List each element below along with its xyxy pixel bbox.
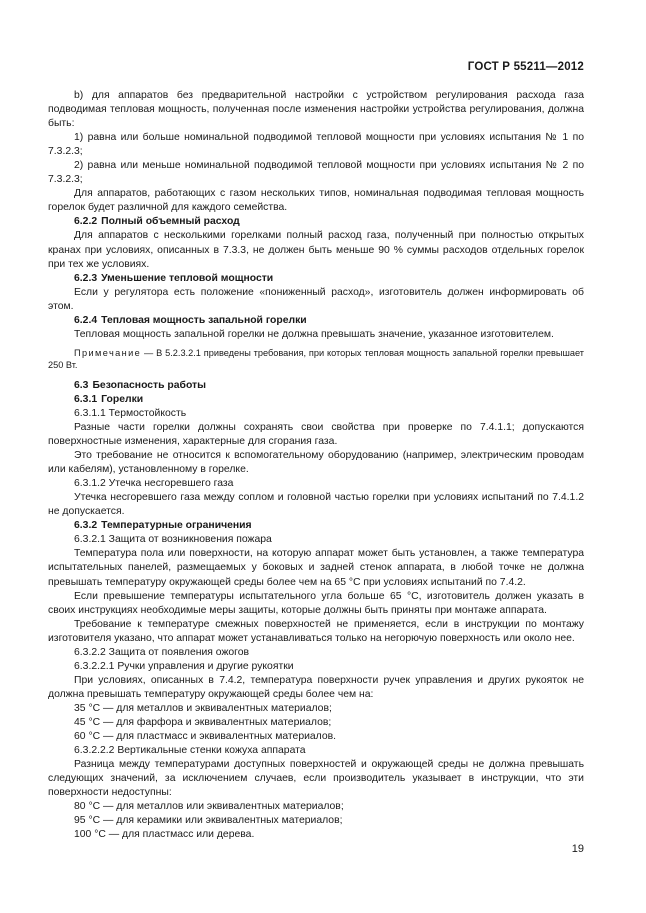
section-heading — [48, 314, 584, 328]
section-title: Безопасность работы — [92, 379, 207, 391]
paragraph: Утечка несгоревшего газа между соплом и головной частью горелки при условиях испытаний по 7.4.1.2 не допускается. — [48, 492, 584, 518]
text-line: 6.3.1.1 Термостойкость — [74, 407, 187, 419]
section-number: 6.3 — [74, 379, 89, 391]
text-line: 100 °С — для пластмасс или дерева. — [74, 829, 255, 841]
section-title: Уменьшение тепловой мощности — [101, 272, 274, 284]
paragraph: 1) равна или больше номинальной подводимой тепловой мощности при условиях испытания № 1 по 7.3.2.3; — [48, 132, 584, 158]
note-label: Примечание — [74, 347, 142, 358]
section-heading — [48, 379, 584, 393]
text-line: 35 °С — для металлов и эквивалентных материалов; — [74, 702, 332, 714]
text-line: 95 °С — для керамики или эквивалентных материалов; — [74, 815, 343, 827]
page-number: 19 — [571, 843, 584, 855]
section-title: Температурные ограничения — [101, 520, 252, 532]
text-line: 6.3.2.2.2 Вертикальные стенки кожуха аппарата — [74, 745, 306, 757]
text-line: 60 °С — для пластмасс и эквивалентных материалов. — [74, 731, 337, 743]
section-title: Горелки — [101, 393, 144, 405]
section-heading — [48, 519, 584, 533]
paragraph: Если у регулятора есть положение «пониженный расход», изготовитель должен информировать об этом. — [48, 286, 584, 312]
paragraph: 2) равна или меньше номинальной подводимой тепловой мощности при условиях испытания № 2 по 7.3.2.3; — [48, 160, 584, 186]
note — [48, 347, 584, 372]
paragraph: Если превышение температуры испытательного угла больше 65 °С, изготовитель должен указать в своих инструкциях необходимые меры защиты, которые должны быть приняты при монтаже аппарата. — [48, 590, 584, 616]
text-line: 6.3.2.1 Защита от возникновения пожара — [74, 534, 272, 546]
section-heading — [48, 393, 584, 407]
section-number: 6.3.1 — [74, 393, 98, 405]
paragraph: Разные части горелки должны сохранять свои свойства при проверке по 7.4.1.1; допускаются поверхностные изменения, характерные для сгорания газа. — [48, 421, 584, 448]
paragraph: Разница между температурами доступных поверхностей и окружающей среды не должна превышать следующих значений, за исключением случаев, если производитель указывает в инструкции, что эти поверхности недоступны: — [48, 759, 584, 799]
paragraph: Тепловая мощность запальной горелки не должна превышать значение, указанное изготовителем. — [74, 328, 554, 340]
section-number: 6.3.2 — [74, 520, 98, 532]
section-title: Полный объемный расход — [101, 216, 240, 228]
section-heading — [48, 272, 584, 286]
paragraph: Для аппаратов с несколькими горелками полный расход газа, полученный при полностью открытых кранах при условиях, описанных в 7.3.3, не должен быть меньше 90 % суммы расходов отдельных горелок при тех же условиях. — [48, 230, 584, 270]
section-number: 6.2.4 — [74, 314, 98, 326]
document-body — [48, 89, 584, 842]
note-text: — В 5.2.3.2.1 приведены требования, при которых тепловая мощность запальной горелки превышает 250 Вт. — [48, 347, 584, 371]
text-line: 6.3.2.2 Защита от появления ожогов — [74, 646, 250, 658]
section-number: 6.2.2 — [74, 216, 98, 228]
paragraph: Для аппаратов, работающих с газом нескольких типов, номинальная подводимая тепловая мощность горелок будет различной для каждого семейства. — [48, 188, 584, 214]
text-line: 45 °С — для фарфора и эквивалентных материалов; — [74, 716, 332, 728]
text-line: 80 °С — для металлов или эквивалентных материалов; — [74, 801, 344, 813]
text-line: 6.3.1.2 Утечка несгоревшего газа — [74, 478, 234, 490]
paragraph: При условиях, описанных в 7.4.2, температура поверхности ручек управления и других рукояток не должна превышать температуру окружающей среды более чем на: — [48, 674, 584, 700]
text-line: 6.3.2.2.1 Ручки управления и другие рукоятки — [74, 660, 294, 672]
paragraph: b) для аппаратов без предварительной настройки с устройством регулирования расхода газа подводимая тепловая мощность, полученная после изменения настройки устройства регулирования, должна быть: — [48, 90, 584, 130]
section-gap — [48, 372, 584, 379]
paragraph: Это требование не относится к вспомогательному оборудованию (например, электрическим проводам или кабелям), установленному в горелке. — [48, 450, 584, 476]
standard-header: ГОСТ Р 55211—2012 — [467, 61, 584, 73]
section-title: Тепловая мощность запальной горелки — [101, 314, 307, 326]
section-heading — [48, 215, 584, 229]
section-number: 6.2.3 — [74, 272, 98, 284]
paragraph: Требование к температуре смежных поверхностей не применяется, если в инструкции по монтажу изготовителя указано, что аппарат может устанавливаться только на негорючую поверхность или около нее. — [48, 618, 584, 644]
paragraph: Температура пола или поверхности, на которую аппарат может быть установлен, а также температура испытательных панелей, размещаемых у боковых и задней стенок аппарата, в любой точке не должна превышать температуру окружающей среды более чем на 65 °С при условиях испытаний по 7.4.2. — [48, 548, 584, 588]
